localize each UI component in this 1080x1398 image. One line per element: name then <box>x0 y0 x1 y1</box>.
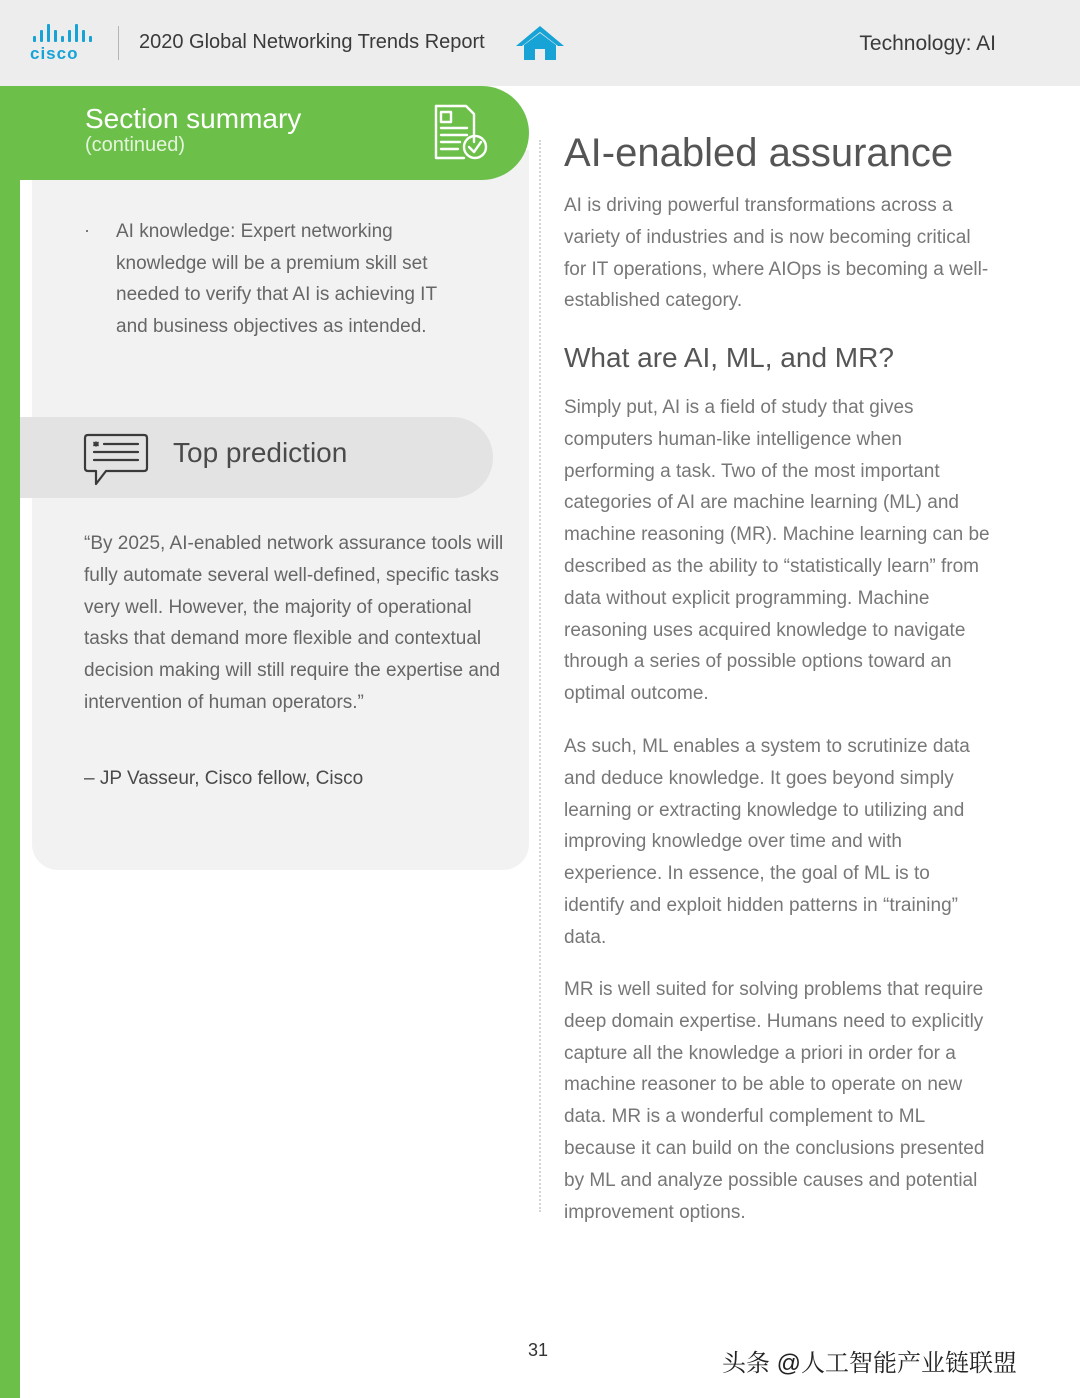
chat-bubble-icon <box>82 432 150 488</box>
quote-attribution: – JP Vasseur, Cisco fellow, Cisco <box>84 768 364 789</box>
body-paragraph-2: As such, ML enables a system to scrutinize data and deduce knowledge. It goes beyond simply learning or extracting knowledge to utilizing and improving knowledge over time and with experience. In essence, the goal of ML is to identify and exploit hidden patterns in “training” data. <box>564 736 970 948</box>
document-check-icon <box>430 102 490 162</box>
header-divider <box>118 26 119 60</box>
section-title: Section summary <box>85 103 302 134</box>
page-header <box>0 0 1080 86</box>
cisco-logo-bars <box>33 22 102 42</box>
bullet-dot: · <box>84 220 90 240</box>
body-paragraph-1: Simply put, AI is a field of study that gives computers human-like intelligence when performing a task. Two of the most important categories of AI are machine learning (ML) and machine reasoning (MR). Machine learning can be described as the ability to “statistically learn” from data without explicit programming. Machine reasoning uses acquired knowledge to navigate through a series of possible options toward an optimal outcome. <box>564 397 990 705</box>
column-divider <box>539 140 541 1212</box>
section-subtitle: (continued) <box>85 134 186 156</box>
category-label: Technology: AI <box>859 32 996 55</box>
page-number: 31 <box>528 1340 549 1360</box>
cisco-logo-text: cisco <box>30 44 79 63</box>
body-paragraph-3: MR is well suited for solving problems that require deep domain expertise. Humans need to explicitly capture all the knowledge a priori in order for a machine reasoner to be able to operate on new data. MR is a wonderful complement to ML because it can build on the conclusions presented by ML and analyze possible causes and potential improvement options. <box>564 979 985 1223</box>
intro-paragraph: AI is driving powerful transformations across a variety of industries and is now becoming critical for IT operations, where AIOps is becoming a well-established category. <box>564 195 989 312</box>
report-title: 2020 Global Networking Trends Report <box>139 31 485 53</box>
home-icon[interactable] <box>514 24 566 62</box>
top-prediction-title: Top prediction <box>173 437 348 468</box>
summary-bullet-text: AI knowledge: Expert networking knowledge will be a premium skill set needed to verify that AI is achieving IT and business objectives as intended. <box>116 221 437 338</box>
green-side-strip <box>0 86 20 1398</box>
summary-bullet <box>84 216 464 343</box>
main-heading: AI-enabled assurance <box>564 131 954 175</box>
sub-heading: What are AI, ML, and MR? <box>564 342 894 373</box>
cisco-logo[interactable] <box>30 22 102 66</box>
watermark: 头条 @人工智能产业链联盟 <box>722 1350 1018 1377</box>
prediction-quote: “By 2025, AI-enabled network assurance tools will fully automate several well-defined, specific tasks very well. However, the majority of operational tasks that demand more flexible and contextual decision making will still require the expertise and intervention of human operators.” <box>84 533 504 713</box>
